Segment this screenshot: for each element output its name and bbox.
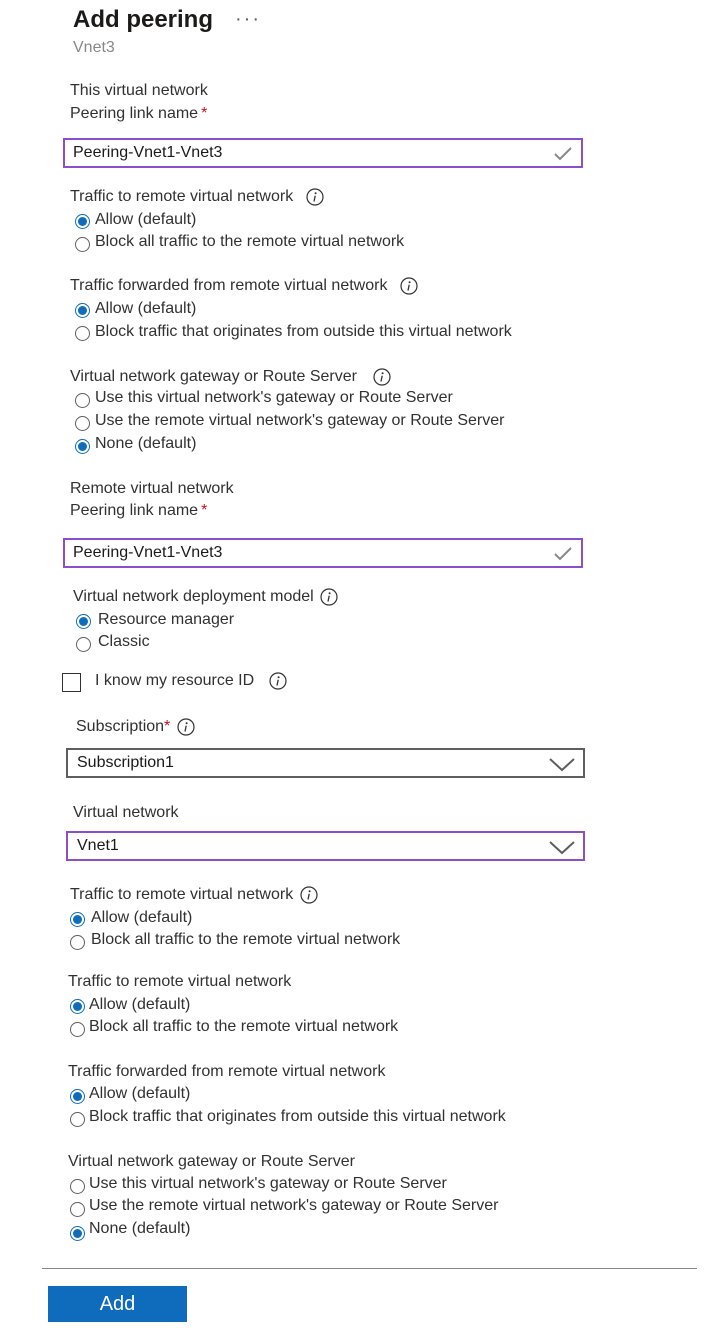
- peering-link-value: Peering-Vnet1-Vnet3: [73, 144, 223, 161]
- virtual-network-dropdown[interactable]: [66, 831, 585, 861]
- peering-link-input[interactable]: [63, 138, 583, 168]
- virtual-network-label: Virtual network: [73, 804, 179, 821]
- radio-remote-allow-forwarded-label: Allow (default): [89, 1085, 191, 1102]
- radio-remote-none-gateway-label: None (default): [89, 1220, 191, 1237]
- radio-none-gateway[interactable]: [75, 439, 90, 454]
- required-mark: *: [201, 502, 208, 519]
- more-options-icon[interactable]: ···: [235, 8, 261, 30]
- radio-classic[interactable]: [76, 637, 91, 652]
- traffic-to-remote-label: [70, 188, 324, 206]
- radio-classic-label: Classic: [98, 633, 150, 650]
- radio-allow-traffic-label: Allow (default): [95, 211, 197, 228]
- traffic-forwarded-label-text: Traffic forwarded from remote virtual network: [70, 277, 388, 295]
- info-icon[interactable]: [306, 188, 324, 206]
- traffic-forwarded-label: [70, 277, 418, 295]
- radio-remote-allow-traffic-b[interactable]: [70, 999, 85, 1014]
- section-label-remote-network: Remote virtual network: [70, 480, 234, 497]
- info-icon[interactable]: [269, 672, 287, 690]
- radio-remote-allow-forwarded[interactable]: [70, 1089, 85, 1104]
- radio-remote-use-this-gateway-label: Use this virtual network's gateway or Route Server: [89, 1175, 447, 1192]
- gateway-label-text: Virtual network gateway or Route Server: [70, 368, 357, 386]
- radio-remote-allow-traffic-a[interactable]: [70, 912, 85, 927]
- radio-remote-block-forwarded-label: Block traffic that originates from outside this virtual network: [89, 1108, 506, 1125]
- peering-link-label-text: Peering link name: [70, 105, 199, 122]
- subscription-label-text: Subscription: [76, 718, 165, 736]
- radio-remote-none-gateway[interactable]: [70, 1226, 85, 1241]
- resource-id-checkbox[interactable]: [62, 673, 81, 692]
- resource-id-label: [95, 672, 287, 690]
- radio-remote-use-remote-gateway[interactable]: [70, 1202, 85, 1217]
- remote-peering-link-value: Peering-Vnet1-Vnet3: [73, 544, 223, 561]
- remote-traffic-to-remote-label-text: Traffic to remote virtual network: [70, 886, 294, 904]
- radio-remote-allow-traffic-a-label: Allow (default): [91, 909, 193, 926]
- subscription-dropdown[interactable]: [66, 748, 585, 778]
- remote-traffic-to-remote-b-label: Traffic to remote virtual network: [68, 973, 292, 990]
- radio-remote-block-forwarded[interactable]: [70, 1112, 85, 1127]
- peering-link-label: [70, 105, 207, 123]
- radio-allow-forwarded-label: Allow (default): [95, 300, 197, 317]
- radio-remote-block-traffic-a-label: Block all traffic to the remote virtual network: [91, 931, 401, 948]
- radio-resource-manager[interactable]: [76, 614, 91, 629]
- info-icon[interactable]: [320, 588, 338, 606]
- radio-remote-use-this-gateway[interactable]: [70, 1179, 85, 1194]
- chevron-down-icon: [549, 758, 575, 772]
- radio-resource-manager-label: Resource manager: [98, 611, 235, 628]
- radio-allow-forwarded[interactable]: [75, 303, 90, 318]
- remote-traffic-to-remote-label: [70, 886, 318, 904]
- subscription-label: [76, 718, 195, 736]
- remote-peering-link-label: [70, 502, 207, 520]
- section-label-this-network: This virtual network: [70, 82, 208, 99]
- radio-none-gateway-label: None (default): [95, 435, 197, 452]
- required-mark: *: [164, 718, 171, 736]
- info-icon[interactable]: [177, 718, 195, 736]
- radio-remote-block-traffic-b-label: Block all traffic to the remote virtual network: [89, 1018, 399, 1035]
- info-icon[interactable]: [400, 277, 418, 295]
- radio-use-remote-gateway-label: Use the remote virtual network's gateway or Route Server: [95, 412, 505, 429]
- radio-block-forwarded[interactable]: [75, 326, 90, 341]
- remote-peering-link-input[interactable]: [63, 538, 583, 568]
- radio-allow-traffic[interactable]: [75, 214, 90, 229]
- check-icon: [553, 546, 573, 562]
- add-button[interactable]: Add: [48, 1286, 187, 1322]
- radio-remote-use-remote-gateway-label: Use the remote virtual network's gateway or Route Server: [89, 1197, 499, 1214]
- remote-traffic-forwarded-label: Traffic forwarded from remote virtual network: [68, 1063, 386, 1080]
- radio-remote-allow-traffic-b-label: Allow (default): [89, 996, 191, 1013]
- required-mark: *: [201, 105, 208, 122]
- radio-block-forwarded-label: Block traffic that originates from outside this virtual network: [95, 323, 512, 340]
- check-icon: [553, 146, 573, 162]
- radio-use-remote-gateway[interactable]: [75, 416, 90, 431]
- remote-gateway-label: Virtual network gateway or Route Server: [68, 1153, 355, 1170]
- radio-block-traffic[interactable]: [75, 237, 90, 252]
- deployment-model-label-text: Virtual network deployment model: [73, 588, 314, 606]
- page-subtitle: Vnet3: [73, 39, 115, 56]
- deployment-model-label: [73, 588, 338, 606]
- gateway-label: [70, 368, 391, 386]
- radio-remote-block-traffic-b[interactable]: [70, 1022, 85, 1037]
- page-title: Add peering: [73, 6, 214, 33]
- info-icon[interactable]: [373, 368, 391, 386]
- footer-divider: [42, 1268, 697, 1269]
- resource-id-label-text: I know my resource ID: [95, 672, 255, 690]
- virtual-network-value: Vnet1: [77, 837, 119, 854]
- remote-peering-link-label-text: Peering link name: [70, 502, 199, 519]
- subscription-value: Subscription1: [77, 754, 174, 771]
- radio-use-this-gateway[interactable]: [75, 393, 90, 408]
- info-icon[interactable]: [300, 886, 318, 904]
- radio-use-this-gateway-label: Use this virtual network's gateway or Route Server: [95, 389, 453, 406]
- traffic-to-remote-label-text: Traffic to remote virtual network: [70, 188, 294, 206]
- radio-remote-block-traffic-a[interactable]: [70, 935, 85, 950]
- radio-block-traffic-label: Block all traffic to the remote virtual network: [95, 233, 405, 250]
- chevron-down-icon: [549, 841, 575, 855]
